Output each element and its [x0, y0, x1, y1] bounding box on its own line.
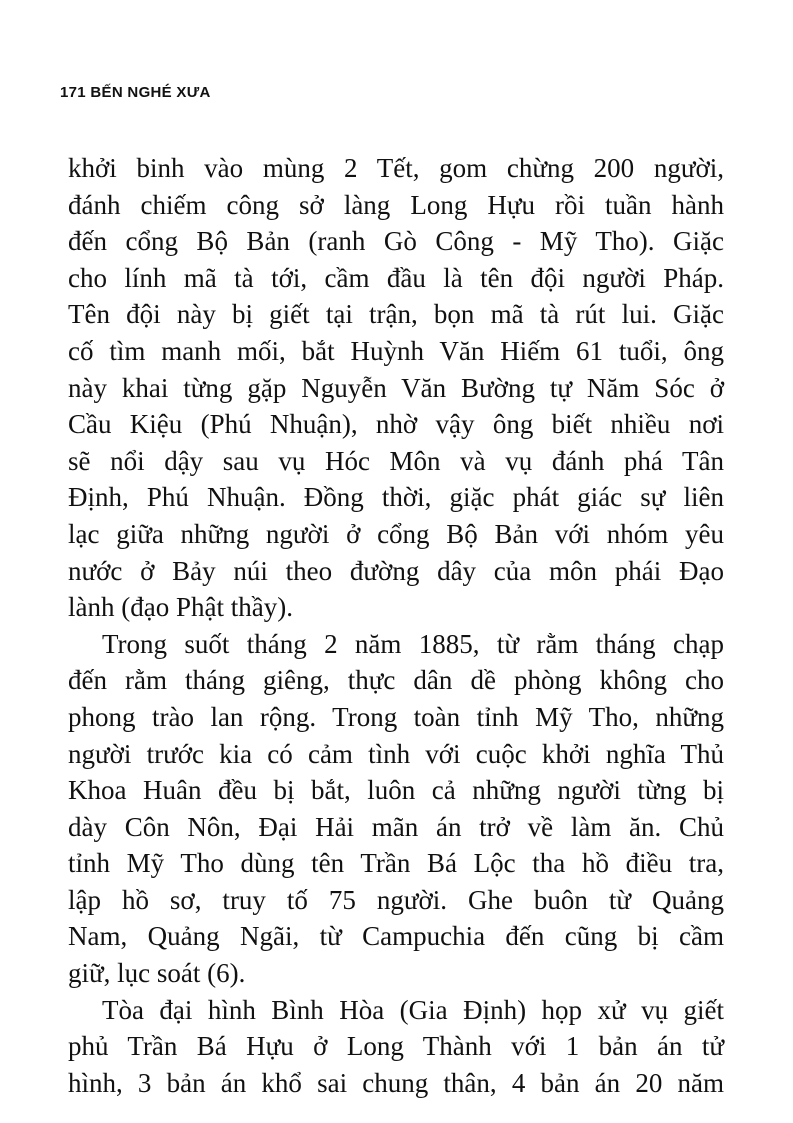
text-line: tỉnh Mỹ Tho dùng tên Trần Bá Lộc tha hồ điều tra, — [68, 848, 724, 879]
body-text — [68, 150, 724, 1101]
text-line: người trước kia có cảm tình với cuộc khởi nghĩa Thủ — [68, 738, 724, 769]
text-line: giữ, lục soát (6). — [68, 958, 246, 989]
text-line: này khai từng gặp Nguyễn Văn Bường tự Năm Sóc ở — [68, 372, 724, 403]
text-line: khởi binh vào mùng 2 Tết, gom chừng 200 người, — [68, 153, 724, 183]
paragraph-2 — [68, 626, 724, 992]
text-line: phủ Trần Bá Hựu ở Long Thành với 1 bản án tử — [68, 1031, 724, 1062]
text-line: nước ở Bảy núi theo đường dây của môn phái Đạo — [68, 555, 724, 586]
running-head: 171 BẾN NGHÉ XƯA — [60, 84, 211, 101]
paragraph-3 — [68, 992, 724, 1102]
text-line: dày Côn Nôn, Đại Hải mãn án trở về làm ăn. Chủ — [68, 811, 724, 842]
text-line: đến rằm tháng giêng, thực dân dề phòng không cho — [68, 665, 724, 696]
text-line: đánh chiếm công sở làng Long Hựu rồi tuần hành — [68, 189, 724, 220]
text-line: Tòa đại hình Bình Hòa (Gia Định) họp xử vụ giết — [102, 994, 724, 1025]
text-line: cố tìm manh mối, bắt Huỳnh Văn Hiếm 61 tuổi, ông — [68, 335, 724, 366]
text-line: cho lính mã tà tới, cầm đầu là tên đội người Pháp. — [68, 262, 724, 293]
text-line: đến cổng Bộ Bản (ranh Gò Công - Mỹ Tho). Giặc — [68, 226, 724, 257]
text-line: Nam, Quảng Ngãi, từ Campuchia đến cũng bị cầm — [68, 921, 724, 952]
text-line: Trong suốt tháng 2 năm 1885, từ rằm tháng chạp — [102, 628, 724, 659]
text-line: phong trào lan rộng. Trong toàn tỉnh Mỹ Tho, những — [68, 701, 724, 732]
text-line: Khoa Huân đều bị bắt, luôn cả những người từng bị — [68, 775, 724, 806]
text-line: hình, 3 bản án khổ sai chung thân, 4 bản án 20 năm — [68, 1067, 724, 1098]
text-line: Tên đội này bị giết tại trận, bọn mã tà rút lui. Giặc — [68, 299, 724, 330]
paragraph-1 — [68, 150, 724, 626]
text-line: Định, Phú Nhuận. Đồng thời, giặc phát giác sự liên — [68, 482, 724, 513]
text-line: lạc giữa những người ở cổng Bộ Bản với nhóm yêu — [68, 518, 724, 549]
text-line: lập hồ sơ, truy tố 75 người. Ghe buôn từ Quảng — [68, 884, 724, 915]
text-line: sẽ nổi dậy sau vụ Hóc Môn và vụ đánh phá Tân — [68, 445, 724, 476]
text-line: Cầu Kiệu (Phú Nhuận), nhờ vậy ông biết nhiều nơi — [68, 409, 724, 440]
text-line: lành (đạo Phật thầy). — [68, 592, 293, 623]
